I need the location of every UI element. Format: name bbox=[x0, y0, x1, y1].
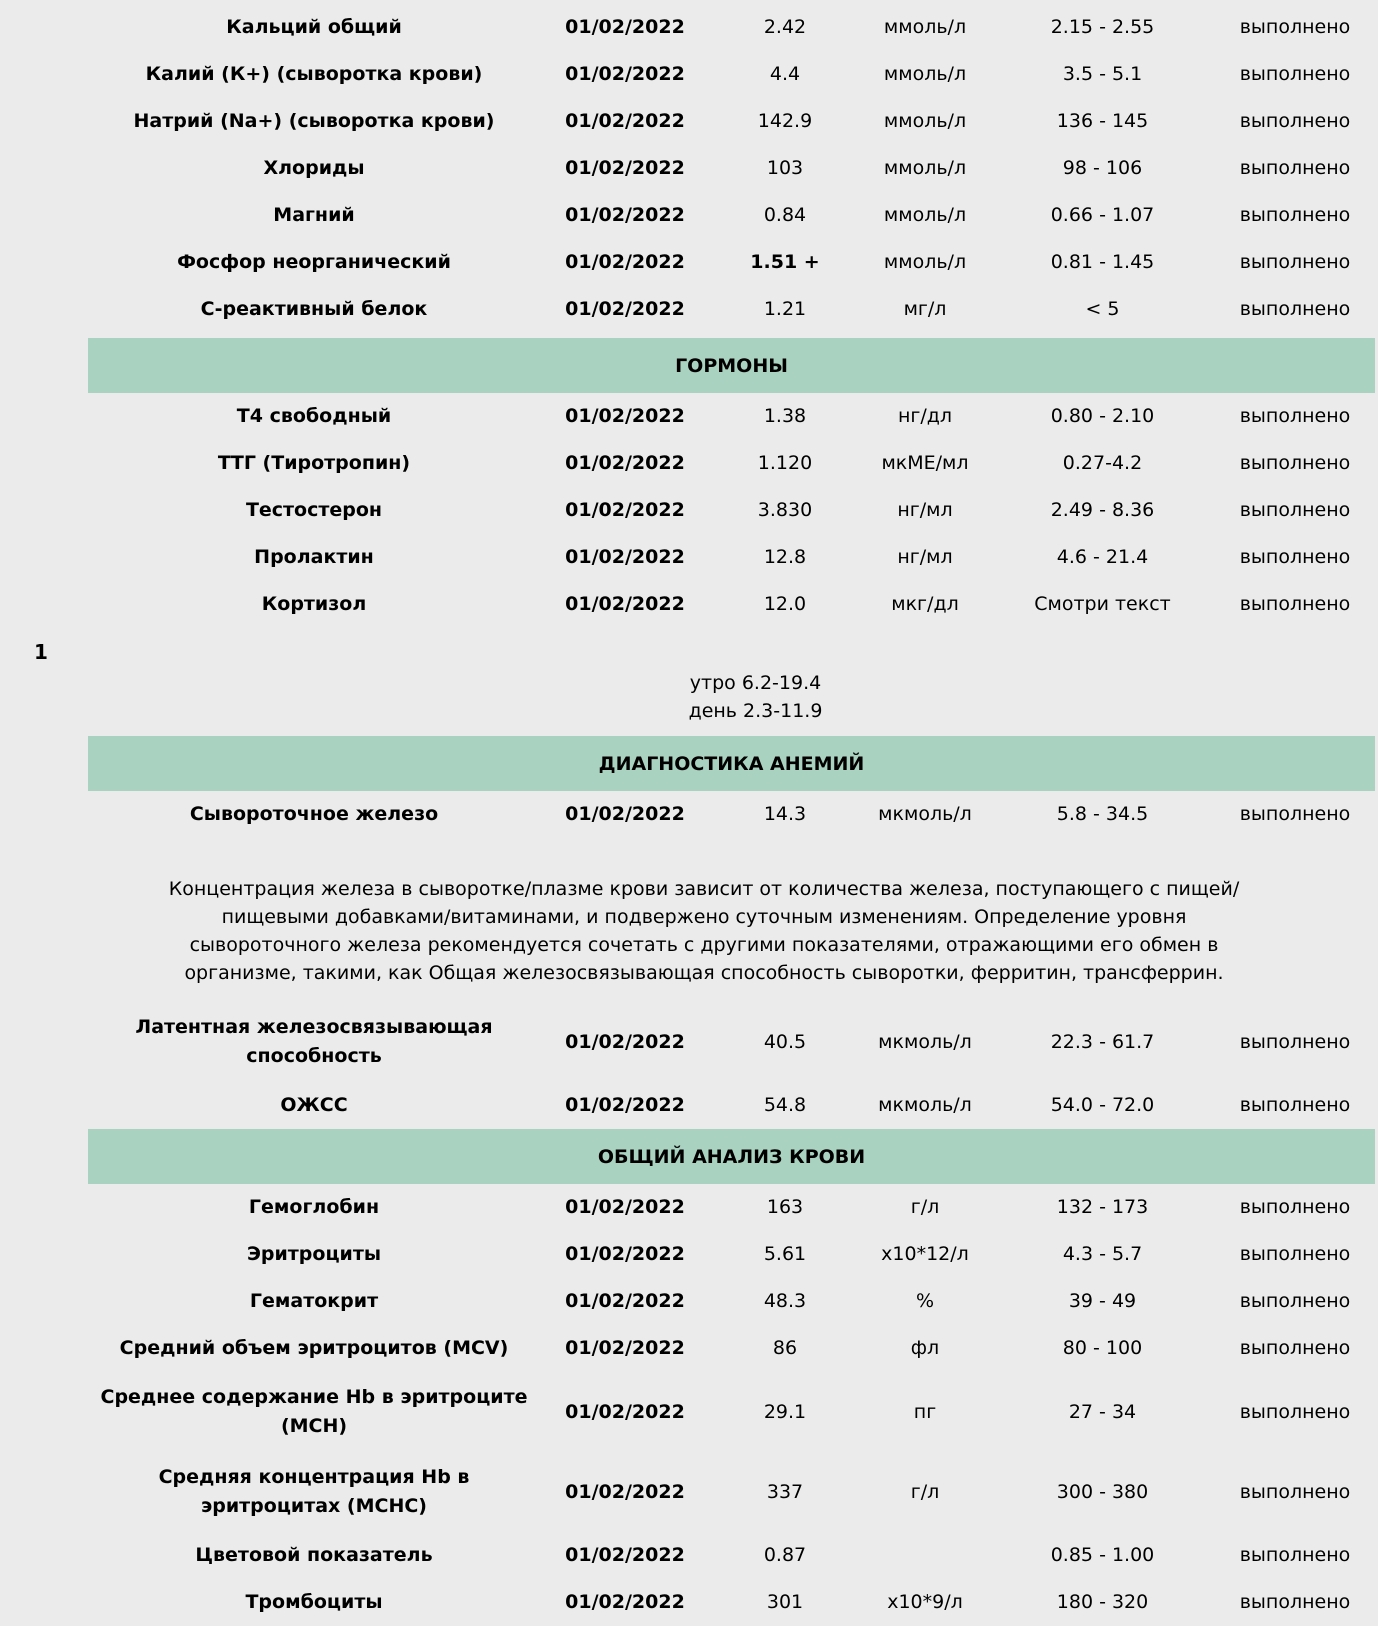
table-row bbox=[88, 1184, 1375, 1231]
note-line-morning: утро 6.2-19.4 bbox=[689, 672, 822, 694]
test-units-cell: ммоль/л bbox=[883, 63, 967, 85]
test-units-cell: ммоль/л bbox=[883, 251, 967, 273]
table-row bbox=[88, 393, 1375, 440]
test-units-cell: пг bbox=[913, 1400, 937, 1423]
test-name-cell: Калий (К+) (сыворотка крови) bbox=[145, 63, 483, 85]
test-date-cell: 01/02/2022 bbox=[565, 1400, 685, 1423]
reference-range-cell: 5.8 - 34.5 bbox=[1056, 803, 1149, 825]
reference-range-cell: 0.27-4.2 bbox=[1062, 452, 1143, 474]
reference-range-cell: < 5 bbox=[1085, 298, 1120, 320]
test-date-cell: 01/02/2022 bbox=[565, 63, 685, 85]
reference-range-cell: 4.3 - 5.7 bbox=[1062, 1243, 1143, 1265]
test-date-cell: 01/02/2022 bbox=[565, 204, 685, 226]
table-row bbox=[88, 1231, 1375, 1278]
table-row bbox=[88, 1579, 1375, 1626]
test-name-cell: Средняя концентрация Hb в эритроцитах (MCHC) bbox=[158, 1466, 470, 1517]
table-row bbox=[88, 1452, 1375, 1532]
test-units-cell: ммоль/л bbox=[883, 110, 967, 132]
section-header bbox=[88, 736, 1375, 791]
test-result-cell: 86 bbox=[772, 1337, 798, 1359]
test-date-cell: 01/02/2022 bbox=[565, 1591, 685, 1613]
results-table bbox=[88, 0, 1375, 1626]
test-status-cell: выполнено bbox=[1239, 251, 1351, 273]
table-row bbox=[88, 51, 1375, 98]
test-name-cell: Латентная железосвязывающая способность bbox=[135, 1016, 493, 1067]
test-status-cell: выполнено bbox=[1239, 452, 1351, 474]
table-row bbox=[88, 1082, 1375, 1129]
cortisol-reference-note bbox=[88, 628, 1375, 736]
test-date-cell: 01/02/2022 bbox=[565, 1196, 685, 1218]
table-row bbox=[88, 440, 1375, 487]
reference-range-cell: 132 - 173 bbox=[1056, 1196, 1149, 1218]
test-status-cell: выполнено bbox=[1239, 157, 1351, 179]
test-name-cell: Тестостерон bbox=[245, 499, 383, 521]
table-row bbox=[88, 4, 1375, 51]
reference-range-cell: 2.15 - 2.55 bbox=[1050, 16, 1155, 38]
reference-range-cell: 27 - 34 bbox=[1068, 1400, 1137, 1423]
section-header bbox=[88, 1129, 1375, 1184]
test-date-cell: 01/02/2022 bbox=[565, 1290, 685, 1312]
reference-range-cell: Смотри текст bbox=[1034, 593, 1171, 615]
test-result-cell: 0.84 bbox=[763, 204, 807, 226]
table-row bbox=[88, 1372, 1375, 1452]
test-result-cell: 142.9 bbox=[757, 110, 813, 132]
test-date-cell: 01/02/2022 bbox=[565, 251, 685, 273]
section-title: ОБЩИЙ АНАЛИЗ КРОВИ bbox=[597, 1145, 866, 1168]
test-result-cell: 54.8 bbox=[763, 1094, 807, 1116]
reference-range-cell: 0.66 - 1.07 bbox=[1050, 204, 1155, 226]
test-status-cell: выполнено bbox=[1239, 1196, 1351, 1218]
test-units-cell: нг/мл bbox=[897, 546, 953, 568]
test-units-cell: мкмоль/л bbox=[878, 1030, 972, 1053]
table-row bbox=[88, 1532, 1375, 1579]
test-name-cell: Т4 свободный bbox=[236, 405, 392, 427]
test-result-cell: 1.21 bbox=[763, 298, 807, 320]
test-result-cell: 301 bbox=[766, 1591, 804, 1613]
test-date-cell: 01/02/2022 bbox=[565, 803, 685, 825]
reference-range-cell: 300 - 380 bbox=[1056, 1480, 1149, 1503]
test-name-cell: Средний объем эритроцитов (MCV) bbox=[119, 1337, 509, 1359]
test-date-cell: 01/02/2022 bbox=[565, 499, 685, 521]
test-result-cell: 3.830 bbox=[757, 499, 813, 521]
test-units-cell: ммоль/л bbox=[883, 204, 967, 226]
reference-range-cell: 22.3 - 61.7 bbox=[1050, 1030, 1155, 1053]
test-result-cell: 337 bbox=[766, 1480, 804, 1503]
test-units-cell: x10*12/л bbox=[881, 1243, 969, 1265]
test-status-cell: выполнено bbox=[1239, 1337, 1351, 1359]
test-units-cell: фл bbox=[910, 1337, 940, 1359]
test-units-cell: г/л bbox=[910, 1480, 940, 1503]
test-result-cell: 12.0 bbox=[763, 593, 807, 615]
test-date-cell: 01/02/2022 bbox=[565, 546, 685, 568]
test-units-cell: нг/дл bbox=[897, 405, 953, 427]
test-name-cell: Среднее содержание Hb в эритроците (MCH) bbox=[100, 1386, 528, 1437]
test-status-cell: выполнено bbox=[1239, 546, 1351, 568]
reference-range-cell: 80 - 100 bbox=[1062, 1337, 1143, 1359]
test-name-cell: Хлориды bbox=[263, 157, 365, 179]
reference-range-cell: 4.6 - 21.4 bbox=[1056, 546, 1149, 568]
test-status-cell: выполнено bbox=[1239, 1094, 1351, 1116]
table-row bbox=[88, 1278, 1375, 1325]
test-name-cell: Тромбоциты bbox=[245, 1591, 383, 1613]
table-row bbox=[88, 145, 1375, 192]
test-date-cell: 01/02/2022 bbox=[565, 1094, 685, 1116]
reference-range-cell: 3.5 - 5.1 bbox=[1062, 63, 1143, 85]
test-units-cell: мкМЕ/мл bbox=[881, 452, 969, 474]
table-row bbox=[88, 98, 1375, 145]
test-result-cell: 40.5 bbox=[763, 1030, 807, 1053]
test-units-cell: мкг/дл bbox=[891, 593, 959, 615]
test-units-cell: % bbox=[915, 1290, 935, 1312]
test-status-cell: выполнено bbox=[1239, 1290, 1351, 1312]
section-header bbox=[88, 338, 1375, 393]
test-name-cell: Гемоглобин bbox=[248, 1196, 380, 1218]
test-result-cell: 1.51 + bbox=[750, 251, 820, 273]
table-row bbox=[88, 239, 1375, 286]
test-status-cell: выполнено bbox=[1239, 1544, 1351, 1566]
test-status-cell: выполнено bbox=[1239, 405, 1351, 427]
test-units-cell: ммоль/л bbox=[883, 157, 967, 179]
test-status-cell: выполнено bbox=[1239, 499, 1351, 521]
test-name-cell: Пролактин bbox=[254, 546, 374, 568]
note-line-day: день 2.3-11.9 bbox=[688, 700, 823, 722]
test-name-cell: ОЖСС bbox=[280, 1094, 348, 1116]
section-title: ГОРМОНЫ bbox=[675, 354, 788, 377]
test-units-cell: мкмоль/л bbox=[878, 803, 972, 825]
test-name-cell: С-реактивный белок bbox=[200, 298, 428, 320]
test-status-cell: выполнено bbox=[1239, 1400, 1351, 1423]
test-status-cell: выполнено bbox=[1239, 1591, 1351, 1613]
test-units-cell: г/л bbox=[910, 1196, 940, 1218]
test-date-cell: 01/02/2022 bbox=[565, 1544, 685, 1566]
test-name-cell: Магний bbox=[273, 204, 355, 226]
test-units-cell: мг/л bbox=[903, 298, 947, 320]
test-name-cell: Кортизол bbox=[261, 593, 367, 615]
reference-range-cell: 98 - 106 bbox=[1062, 157, 1143, 179]
reference-range-cell: 39 - 49 bbox=[1068, 1290, 1137, 1312]
test-date-cell: 01/02/2022 bbox=[565, 452, 685, 474]
table-row bbox=[88, 1325, 1375, 1372]
test-date-cell: 01/02/2022 bbox=[565, 405, 685, 427]
test-result-cell: 12.8 bbox=[763, 546, 807, 568]
test-name-cell: Фосфор неорганический bbox=[177, 251, 451, 273]
test-units-cell: нг/мл bbox=[897, 499, 953, 521]
test-date-cell: 01/02/2022 bbox=[565, 1337, 685, 1359]
test-date-cell: 01/02/2022 bbox=[565, 1480, 685, 1503]
test-date-cell: 01/02/2022 bbox=[565, 593, 685, 615]
test-result-cell: 0.87 bbox=[763, 1544, 807, 1566]
test-result-cell: 4.4 bbox=[769, 63, 801, 85]
test-status-cell: выполнено bbox=[1239, 110, 1351, 132]
test-date-cell: 01/02/2022 bbox=[565, 1243, 685, 1265]
test-name-cell: Натрий (Na+) (сыворотка крови) bbox=[133, 110, 495, 132]
table-row bbox=[88, 286, 1375, 333]
test-status-cell: выполнено bbox=[1239, 204, 1351, 226]
page-edge-strip bbox=[1378, 0, 1388, 1626]
test-status-cell: выполнено bbox=[1239, 1030, 1351, 1053]
table-row bbox=[88, 487, 1375, 534]
test-status-cell: выполнено bbox=[1239, 1243, 1351, 1265]
test-result-cell: 2.42 bbox=[763, 16, 807, 38]
test-result-cell: 163 bbox=[766, 1196, 804, 1218]
test-status-cell: выполнено bbox=[1239, 298, 1351, 320]
test-date-cell: 01/02/2022 bbox=[565, 110, 685, 132]
reference-range-cell: 180 - 320 bbox=[1056, 1591, 1149, 1613]
test-status-cell: выполнено bbox=[1239, 16, 1351, 38]
page-number: 1 bbox=[34, 640, 48, 664]
test-result-cell: 14.3 bbox=[763, 803, 807, 825]
iron-comment-paragraph: Концентрация железа в сыворотке/плазме крови зависит от количества железа, поступающего с пищей/пищевыми добавками/витаминами, и подвержено суточным изменениям. Определение уровня сывороточного железа рекомендуется сочетать с другими показателями, отражающими его обмен в организме, такими, как Общая железосвязывающая способность сыворотки, ферритин, трансферрин. bbox=[168, 878, 1240, 984]
reference-range-cell: 2.49 - 8.36 bbox=[1050, 499, 1155, 521]
test-date-cell: 01/02/2022 bbox=[565, 157, 685, 179]
test-result-cell: 5.61 bbox=[763, 1243, 807, 1265]
test-date-cell: 01/02/2022 bbox=[565, 298, 685, 320]
test-name-cell: Гематокрит bbox=[249, 1290, 379, 1312]
test-result-cell: 1.38 bbox=[763, 405, 807, 427]
test-name-cell: ТТГ (Тиротропин) bbox=[217, 452, 411, 474]
reference-range-cell: 0.85 - 1.00 bbox=[1050, 1544, 1155, 1566]
reference-range-cell: 0.80 - 2.10 bbox=[1050, 405, 1155, 427]
reference-range-cell: 136 - 145 bbox=[1056, 110, 1149, 132]
reference-range-cell: 0.81 - 1.45 bbox=[1050, 251, 1155, 273]
reference-range-cell: 54.0 - 72.0 bbox=[1050, 1094, 1155, 1116]
test-status-cell: выполнено bbox=[1239, 1480, 1351, 1503]
test-date-cell: 01/02/2022 bbox=[565, 1030, 685, 1053]
test-name-cell: Кальций общий bbox=[226, 16, 402, 38]
table-row bbox=[88, 581, 1375, 628]
test-name-cell: Цветовой показатель bbox=[195, 1544, 433, 1566]
test-date-cell: 01/02/2022 bbox=[565, 16, 685, 38]
test-status-cell: выполнено bbox=[1239, 593, 1351, 615]
table-row bbox=[88, 534, 1375, 581]
table-row bbox=[88, 1002, 1375, 1082]
section-title: ДИАГНОСТИКА АНЕМИЙ bbox=[598, 752, 865, 775]
test-name-cell: Эритроциты bbox=[246, 1243, 382, 1265]
test-units-cell: x10*9/л bbox=[887, 1591, 963, 1613]
test-status-cell: выполнено bbox=[1239, 803, 1351, 825]
table-row bbox=[88, 791, 1375, 838]
test-result-cell: 103 bbox=[766, 157, 804, 179]
test-result-cell: 48.3 bbox=[763, 1290, 807, 1312]
test-name-cell: Сывороточное железо bbox=[189, 803, 439, 825]
table-row bbox=[88, 192, 1375, 239]
test-status-cell: выполнено bbox=[1239, 63, 1351, 85]
test-units-cell: ммоль/л bbox=[883, 16, 967, 38]
test-result-cell: 29.1 bbox=[763, 1400, 807, 1423]
test-units-cell: мкмоль/л bbox=[878, 1094, 972, 1116]
test-result-cell: 1.120 bbox=[757, 452, 813, 474]
